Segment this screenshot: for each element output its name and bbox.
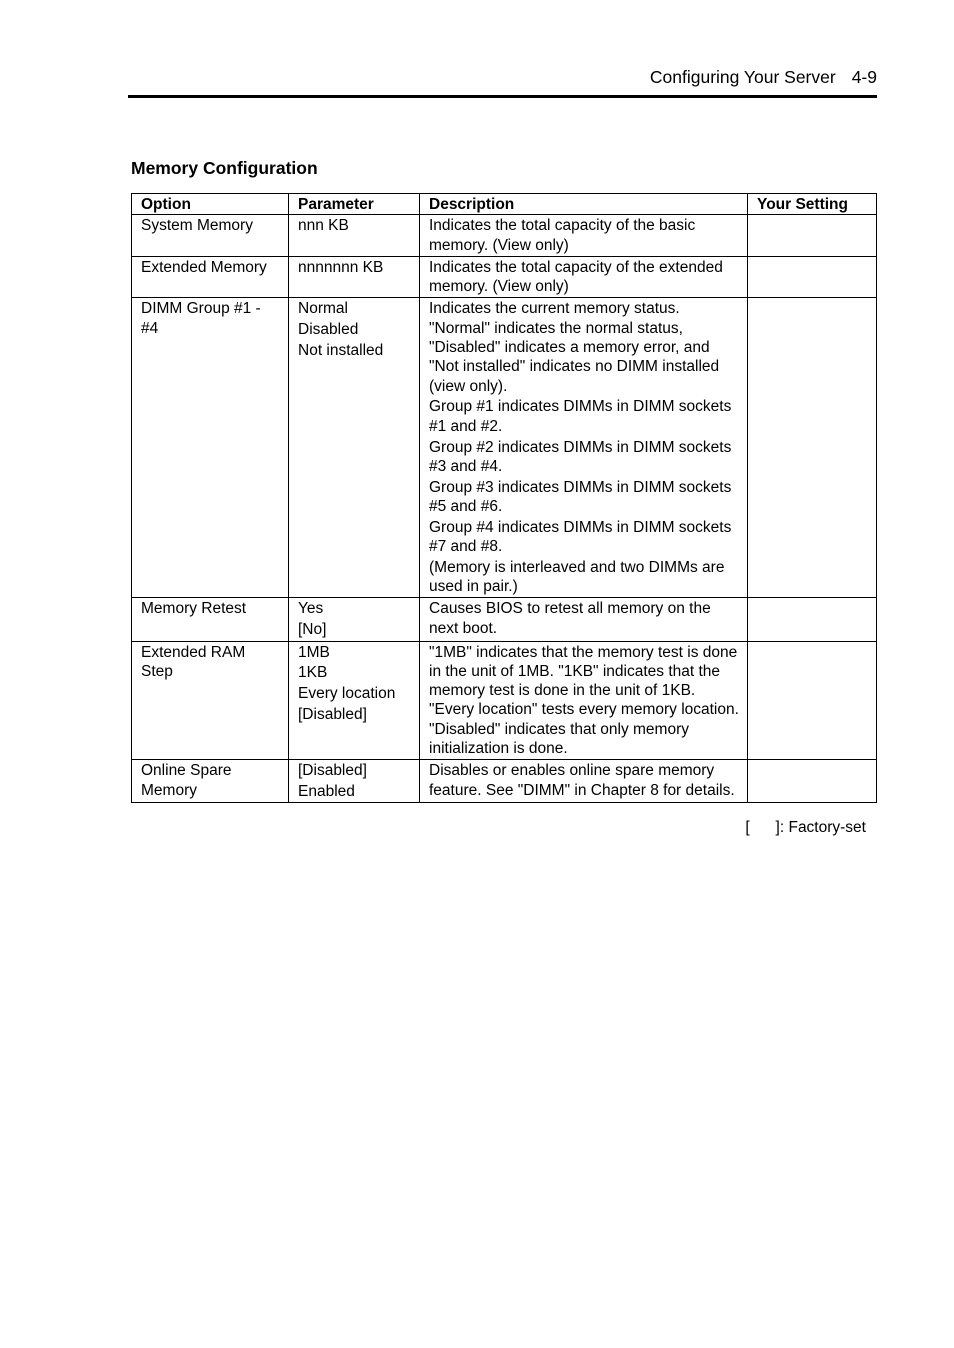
section-title: Memory Configuration bbox=[131, 158, 318, 178]
description-text: Group #1 indicates DIMMs in DIMM sockets #1 and #2. bbox=[429, 398, 732, 435]
parameter-cell bbox=[289, 641, 420, 760]
parameter-value: 1KB bbox=[298, 664, 328, 682]
parameter-value: Disabled bbox=[298, 321, 359, 339]
parameter-cell bbox=[289, 760, 420, 803]
page-header bbox=[128, 66, 877, 88]
table-row bbox=[132, 641, 877, 760]
description-text: "1MB" indicates that the memory test is done in the unit of 1MB. "1KB" indicates that the memory test is done in the unit of 1KB. "Every location" tests every memory location. "Disabled" indicates that only memory initialization is done. bbox=[429, 643, 739, 758]
memory-configuration-table bbox=[131, 193, 877, 803]
option-cell: System Memory bbox=[132, 215, 289, 257]
option-cell: Online Spare Memory bbox=[132, 760, 289, 803]
parameter-cell bbox=[289, 598, 420, 641]
parameter-value: Normal bbox=[298, 300, 348, 318]
parameter-value: nnn KB bbox=[298, 217, 349, 235]
description-text: Group #3 indicates DIMMs in DIMM sockets #5 and #6. bbox=[429, 478, 732, 515]
parameter-value: Yes bbox=[298, 600, 324, 618]
description-text: Causes BIOS to retest all memory on the next boot. bbox=[429, 600, 711, 637]
description-text: Group #4 indicates DIMMs in DIMM sockets #7 and #8. bbox=[429, 518, 732, 556]
description-cell bbox=[420, 215, 748, 257]
your-setting-cell bbox=[748, 298, 877, 598]
option-cell: Extended RAM Step bbox=[132, 641, 289, 760]
column-header-description: Description bbox=[420, 194, 748, 215]
description-text: Indicates the current memory status. "Normal" indicates the normal status, "Disabled" indicates a memory error, and "Not installed" indicates no DIMM installed (view only). bbox=[429, 300, 720, 395]
parameter-value: Not installed bbox=[298, 342, 384, 360]
description-cell bbox=[420, 256, 748, 298]
option-cell: Extended Memory bbox=[132, 256, 289, 298]
parameter-value: [Disabled] bbox=[298, 762, 367, 780]
your-setting-cell bbox=[748, 215, 877, 257]
your-setting-cell bbox=[748, 256, 877, 298]
parameter-value: Enabled bbox=[298, 783, 355, 801]
description-text: Disables or enables online spare memory feature. See "DIMM" in Chapter 8 for details. bbox=[429, 762, 735, 799]
description-cell bbox=[420, 641, 748, 760]
your-setting-cell bbox=[748, 641, 877, 760]
parameter-cell bbox=[289, 215, 420, 257]
table-row bbox=[132, 215, 877, 257]
column-header-parameter: Parameter bbox=[289, 194, 420, 215]
parameter-value: [Disabled] bbox=[298, 705, 367, 723]
option-cell: DIMM Group #1 - #4 bbox=[132, 298, 289, 598]
parameter-value: [No] bbox=[298, 621, 327, 639]
header-title: Configuring Your Server bbox=[649, 67, 836, 87]
description-text: Indicates the total capacity of the extended memory. (View only) bbox=[429, 258, 723, 296]
description-cell bbox=[420, 760, 748, 803]
table-row bbox=[132, 598, 877, 641]
description-cell bbox=[420, 598, 748, 641]
column-header-option: Option bbox=[132, 194, 289, 215]
table-row bbox=[132, 298, 877, 598]
column-header-your-setting: Your Setting bbox=[748, 194, 877, 215]
your-setting-cell bbox=[748, 598, 877, 641]
description-cell bbox=[420, 298, 748, 598]
parameter-cell bbox=[289, 256, 420, 298]
parameter-cell bbox=[289, 298, 420, 598]
header-rule bbox=[128, 95, 877, 98]
option-cell: Memory Retest bbox=[132, 598, 289, 641]
table-header-row bbox=[132, 194, 877, 215]
page-number: 4-9 bbox=[851, 67, 877, 87]
parameter-value: 1MB bbox=[298, 643, 330, 661]
parameter-value: Every location bbox=[298, 685, 396, 703]
factory-set-note: [ ]: Factory-set bbox=[745, 819, 866, 836]
parameter-value: nnnnnnn KB bbox=[298, 258, 384, 276]
description-text: (Memory is interleaved and two DIMMs are used in pair.) bbox=[429, 558, 725, 596]
description-text: Indicates the total capacity of the basic memory. (View only) bbox=[429, 217, 696, 254]
table-row bbox=[132, 760, 877, 803]
description-text: Group #2 indicates DIMMs in DIMM sockets #3 and #4. bbox=[429, 438, 732, 475]
table-row bbox=[132, 256, 877, 298]
your-setting-cell bbox=[748, 760, 877, 803]
